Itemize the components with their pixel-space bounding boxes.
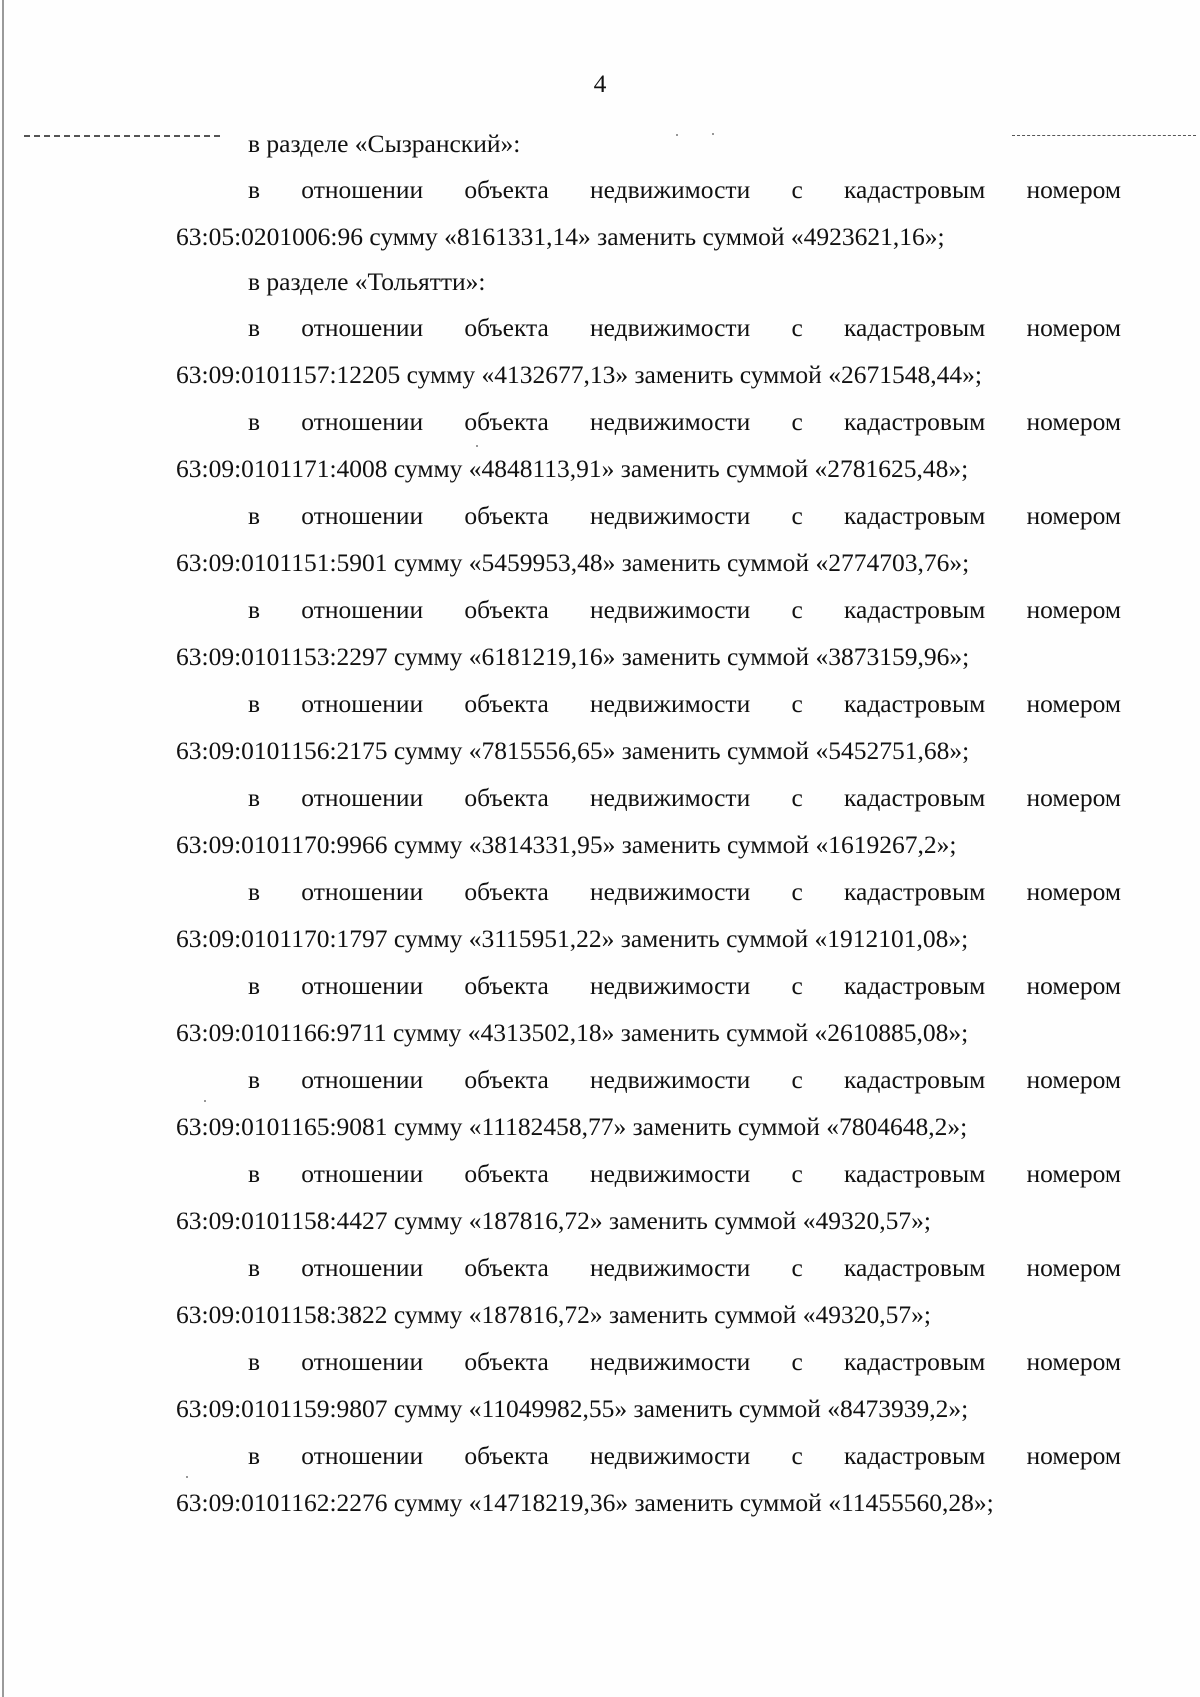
entry-second-line: 63:09:0101151:5901 сумму «5459953,48» заменить суммой «2774703,76»; — [176, 548, 970, 577]
word: в — [248, 501, 261, 530]
word: недвижимости — [590, 1347, 751, 1376]
page-number: 4 — [593, 69, 607, 98]
word: отношении — [301, 1441, 424, 1470]
word: в — [248, 971, 261, 1000]
word: кадастровым — [844, 313, 986, 342]
word: кадастровым — [844, 407, 986, 436]
word: с — [791, 783, 803, 812]
word: номером — [1026, 877, 1121, 906]
word: отношении — [301, 313, 424, 342]
word: кадастровым — [844, 689, 986, 718]
word: номером — [1026, 1065, 1121, 1094]
word: с — [791, 501, 803, 530]
word: отношении — [301, 175, 424, 204]
word: недвижимости — [590, 313, 751, 342]
word: номером — [1026, 1347, 1121, 1376]
word: объекта — [464, 407, 549, 436]
entry-block — [176, 1342, 1121, 1436]
word: с — [791, 407, 803, 436]
word: объекта — [464, 877, 549, 906]
entry-second-line: 63:09:0101171:4008 сумму «4848113,91» заменить суммой «2781625,48»; — [176, 454, 969, 483]
word: отношении — [301, 971, 424, 1000]
word: номером — [1026, 1159, 1121, 1188]
entry-block — [176, 1154, 1121, 1248]
word: недвижимости — [590, 689, 751, 718]
word: недвижимости — [590, 1441, 751, 1470]
scan-left-edge — [2, 0, 4, 1697]
word: отношении — [301, 1347, 424, 1376]
entry-block — [176, 1436, 1121, 1530]
entry-first-line — [176, 778, 1121, 825]
word: объекта — [464, 971, 549, 1000]
entry-block — [176, 1060, 1121, 1154]
word: отношении — [301, 877, 424, 906]
entry-first-line — [176, 1060, 1121, 1107]
entry-block — [176, 170, 1121, 264]
entry-block — [176, 402, 1121, 496]
word: отношении — [301, 1065, 424, 1094]
word: объекта — [464, 595, 549, 624]
togliatti-entries — [176, 308, 1121, 1530]
entry-block — [176, 496, 1121, 590]
word: недвижимости — [590, 783, 751, 812]
word: в — [248, 1347, 261, 1376]
entry-second-line: 63:09:0101153:2297 сумму «6181219,16» заменить суммой «3873159,96»; — [176, 642, 970, 671]
word: номером — [1026, 1441, 1121, 1470]
entry-first-line — [176, 1342, 1121, 1389]
entry-second-line: 63:09:0101156:2175 сумму «7815556,65» заменить суммой «5452751,68»; — [176, 736, 970, 765]
word: с — [791, 1253, 803, 1282]
word: номером — [1026, 689, 1121, 718]
section-heading-togliatti: в разделе «Тольятти»: — [248, 267, 486, 296]
word: кадастровым — [844, 595, 986, 624]
word: в — [248, 595, 261, 624]
word: в — [248, 407, 261, 436]
word: номером — [1026, 783, 1121, 812]
word: с — [791, 971, 803, 1000]
word: в — [248, 783, 261, 812]
word: отношении — [301, 783, 424, 812]
word: кадастровым — [844, 1347, 986, 1376]
document-body — [176, 126, 1121, 1530]
word: в — [248, 1253, 261, 1282]
word: недвижимости — [590, 501, 751, 530]
entry-second-line: 63:09:0101166:9711 сумму «4313502,18» заменить суммой «2610885,08»; — [176, 1018, 969, 1047]
entry-first-line — [176, 1436, 1121, 1483]
word: недвижимости — [590, 407, 751, 436]
word: в — [248, 877, 261, 906]
entry-block — [176, 778, 1121, 872]
word: с — [791, 689, 803, 718]
word: кадастровым — [844, 877, 986, 906]
entry-first-line — [176, 170, 1121, 217]
word: с — [791, 1441, 803, 1470]
entry-first-line — [176, 684, 1121, 731]
word: отношении — [301, 501, 424, 530]
entry-first-line — [176, 872, 1121, 919]
word: с — [791, 877, 803, 906]
word: недвижимости — [590, 1253, 751, 1282]
word: кадастровым — [844, 783, 986, 812]
word: номером — [1026, 313, 1121, 342]
word: номером — [1026, 1253, 1121, 1282]
word: кадастровым — [844, 1159, 986, 1188]
word: с — [791, 595, 803, 624]
word: в — [248, 1441, 261, 1470]
word: номером — [1026, 175, 1121, 204]
entry-first-line — [176, 402, 1121, 449]
word: кадастровым — [844, 971, 986, 1000]
word: отношении — [301, 1159, 424, 1188]
entry-first-line — [176, 308, 1121, 355]
entry-block — [176, 966, 1121, 1060]
word: отношении — [301, 595, 424, 624]
word: недвижимости — [590, 595, 751, 624]
entry-block — [176, 684, 1121, 778]
word: в — [248, 313, 261, 342]
entry-second-line: 63:09:0101159:9807 сумму «11049982,55» заменить суммой «8473939,2»; — [176, 1394, 969, 1423]
entry-first-line — [176, 496, 1121, 543]
word: объекта — [464, 1065, 549, 1094]
word: в — [248, 1065, 261, 1094]
entry-second-line: 63:09:0101158:4427 сумму «187816,72» заменить суммой «49320,57»; — [176, 1206, 931, 1235]
entry-first-line — [176, 590, 1121, 637]
word: недвижимости — [590, 1065, 751, 1094]
word: кадастровым — [844, 501, 986, 530]
word: номером — [1026, 971, 1121, 1000]
entry-second-line: 63:09:0101157:12205 сумму «4132677,13» заменить суммой «2671548,44»; — [176, 360, 982, 389]
entry-block — [176, 1248, 1121, 1342]
word: в — [248, 689, 261, 718]
entry-first-line — [176, 1154, 1121, 1201]
word: кадастровым — [844, 175, 986, 204]
section-heading-syzran: в разделе «Сызранский»: — [248, 129, 521, 158]
entry-second-line: 63:09:0101158:3822 сумму «187816,72» заменить суммой «49320,57»; — [176, 1300, 931, 1329]
entry-block — [176, 308, 1121, 402]
word: номером — [1026, 595, 1121, 624]
word: отношении — [301, 1253, 424, 1282]
word: кадастровым — [844, 1441, 986, 1470]
word: с — [791, 1065, 803, 1094]
word: отношении — [301, 689, 424, 718]
entry-second-line: 63:05:0201006:96 сумму «8161331,14» заменить суммой «4923621,16»; — [176, 222, 945, 251]
word: объекта — [464, 175, 549, 204]
word: объекта — [464, 313, 549, 342]
word: с — [791, 313, 803, 342]
word: номером — [1026, 501, 1121, 530]
word: объекта — [464, 1347, 549, 1376]
word: объекта — [464, 1253, 549, 1282]
word: недвижимости — [590, 971, 751, 1000]
word: недвижимости — [590, 1159, 751, 1188]
word: объекта — [464, 501, 549, 530]
entry-second-line: 63:09:0101165:9081 сумму «11182458,77» заменить суммой «7804648,2»; — [176, 1112, 968, 1141]
word: недвижимости — [590, 175, 751, 204]
word: недвижимости — [590, 877, 751, 906]
entry-second-line: 63:09:0101170:9966 сумму «3814331,95» заменить суммой «1619267,2»; — [176, 830, 957, 859]
entry-second-line: 63:09:0101162:2276 сумму «14718219,36» заменить суммой «11455560,28»; — [176, 1488, 994, 1517]
word: в — [248, 175, 261, 204]
word: объекта — [464, 1159, 549, 1188]
word: кадастровым — [844, 1065, 986, 1094]
word: номером — [1026, 407, 1121, 436]
word: объекта — [464, 1441, 549, 1470]
word: с — [791, 1159, 803, 1188]
entry-first-line — [176, 1248, 1121, 1295]
entry-block — [176, 872, 1121, 966]
entry-first-line — [176, 966, 1121, 1013]
word: с — [791, 175, 803, 204]
word: кадастровым — [844, 1253, 986, 1282]
word: объекта — [464, 783, 549, 812]
word: объекта — [464, 689, 549, 718]
word: отношении — [301, 407, 424, 436]
word: с — [791, 1347, 803, 1376]
word: в — [248, 1159, 261, 1188]
entry-block — [176, 590, 1121, 684]
entry-second-line: 63:09:0101170:1797 сумму «3115951,22» заменить суммой «1912101,08»; — [176, 924, 969, 953]
